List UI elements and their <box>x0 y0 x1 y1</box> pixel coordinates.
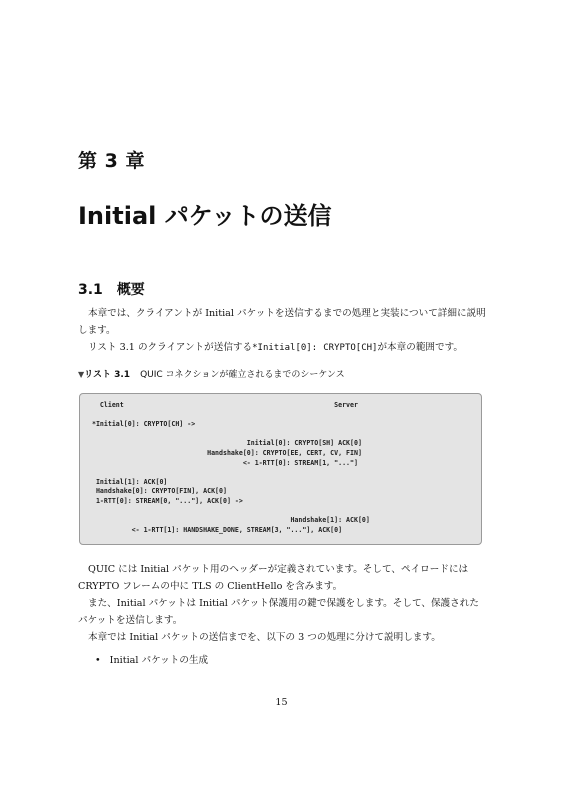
list-item-text: Initial パケットの生成 <box>109 655 209 666</box>
bullet-icon: • <box>95 655 101 666</box>
inline-code-crypto: CRYPTO[CH] <box>323 343 378 353</box>
section-number: 3.1 <box>78 282 103 298</box>
intro-p2-suffix: が本章の範囲です。 <box>377 342 464 353</box>
body-paragraph-1: QUIC には Initial パケット用のヘッダーが定義されています。そして、ペイロードには CRYPTO フレームの中に TLS の ClientHello を含みます。 <box>78 564 469 592</box>
intro-paragraph-1: 本章では、クライアントが Initial パケットを送信するまでの処理と実装について詳細に説明します。 <box>78 308 486 336</box>
body-paragraph-2: また、Initial パケットは Initial パケット保護用の鍵で保護をします。そして、保護されたパケットを送信します。 <box>78 598 479 626</box>
page-number: 15 <box>275 697 288 708</box>
triangle-marker-icon: ▼ <box>78 370 85 379</box>
intro-p2-prefix: リスト 3.1 のクライアントが送信する <box>88 342 253 353</box>
code-listing <box>79 393 482 545</box>
section-heading <box>78 279 145 299</box>
list-item <box>95 652 208 669</box>
listing-label: リスト 3.1 <box>84 370 131 380</box>
chapter-title: Initial パケットの送信 <box>78 202 332 230</box>
listing-caption-text: QUIC コネクションが確立されるまでのシーケンス <box>140 370 345 380</box>
listing-caption <box>78 367 345 380</box>
inline-code-initial: *Initial[0]: <box>252 343 318 353</box>
code-block: Client Server *Initial[0]: CRYPTO[CH] -> Initial[0]: CRYPTO[SH] ACK[0] Handshake[0]: CRYPTO[EE, CERT, CV, FIN] <- 1-RTT[0]: STREAM[1, "..."] Initial[1]: ACK[0] Handshake[0]: CRYPTO[FIN], ACK[0] 1-RTT[0]: STREAM[0, "..."], ACK[0] -> Handshake[1]: ACK[0] <- 1-RTT[1]: HANDSHAKE_DONE, STREAM[3, "..."], ACK[0] <box>91 401 370 534</box>
section-title: 概要 <box>116 282 145 298</box>
chapter-label: 第 3 章 <box>78 150 145 172</box>
intro-paragraph-2 <box>78 339 486 357</box>
body-paragraph-3: 本章では Initial パケットの送信までを、以下の 3 つの処理に分けて説明します。 <box>88 632 441 643</box>
